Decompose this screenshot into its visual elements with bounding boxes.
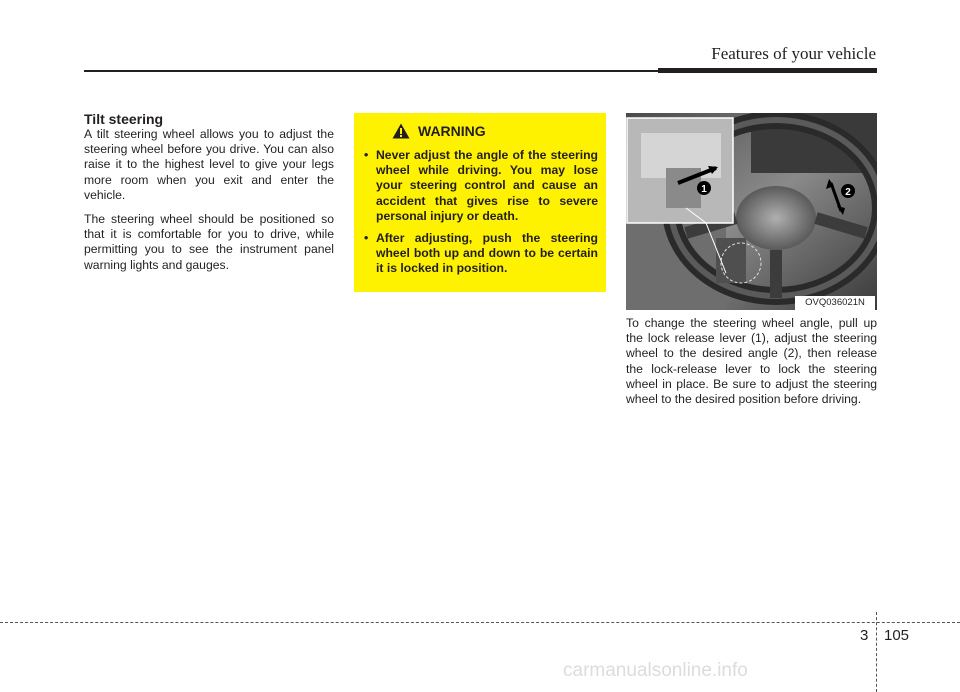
intro-paragraph: A tilt steering wheel allows you to adjust the steering wheel before you drive. You can also raise it to the highest level to give your legs more room when you exit and enter the vehicle. (84, 127, 334, 202)
warning-item: • Never adjust the angle of the steering wheel while driving. You may lose your steering control and cause an accident that gives rise to severe personal injury or death. (364, 148, 598, 224)
warning-list (364, 148, 598, 277)
warning-item: • After adjusting, push the steering wheel both up and down to be certain it is locked in position. (364, 231, 598, 277)
position-paragraph: The steering wheel should be positioned so that it is comfortable for you to drive, while permitting you to see the instrument panel warning lights and gauges. (84, 212, 334, 272)
instructions-paragraph: To change the steering wheel angle, pull up the lock release lever (1), adjust the steering wheel to the desired angle (2), then release the lock-release lever to lock the steering wheel in place. Be sure to adjust the steering wheel to the desired position before driving. (626, 316, 877, 407)
steering-wheel-illustration (626, 113, 877, 310)
header-rule-accent (658, 68, 877, 73)
chapter-number: 3 (860, 627, 869, 644)
tilt-steering-section (84, 112, 334, 273)
callout-1-label: 1 (701, 184, 707, 195)
section-title: Tilt steering (84, 111, 164, 127)
warning-title: WARNING (418, 123, 486, 139)
figure-caption: OVQ036021N (795, 296, 875, 310)
page-number: 105 (884, 627, 910, 644)
warning-header (392, 123, 598, 139)
warning-triangle-icon (392, 123, 410, 139)
header-title: Features of your vehicle (711, 44, 876, 63)
steering-wheel-photo (626, 113, 877, 310)
footer-rule (0, 622, 960, 623)
callout-2-label: 2 (845, 187, 851, 198)
footer-divider (876, 612, 877, 692)
instructions-section (626, 316, 877, 407)
warning-box (354, 113, 606, 292)
watermark: carmanualsonline.info (563, 660, 748, 681)
